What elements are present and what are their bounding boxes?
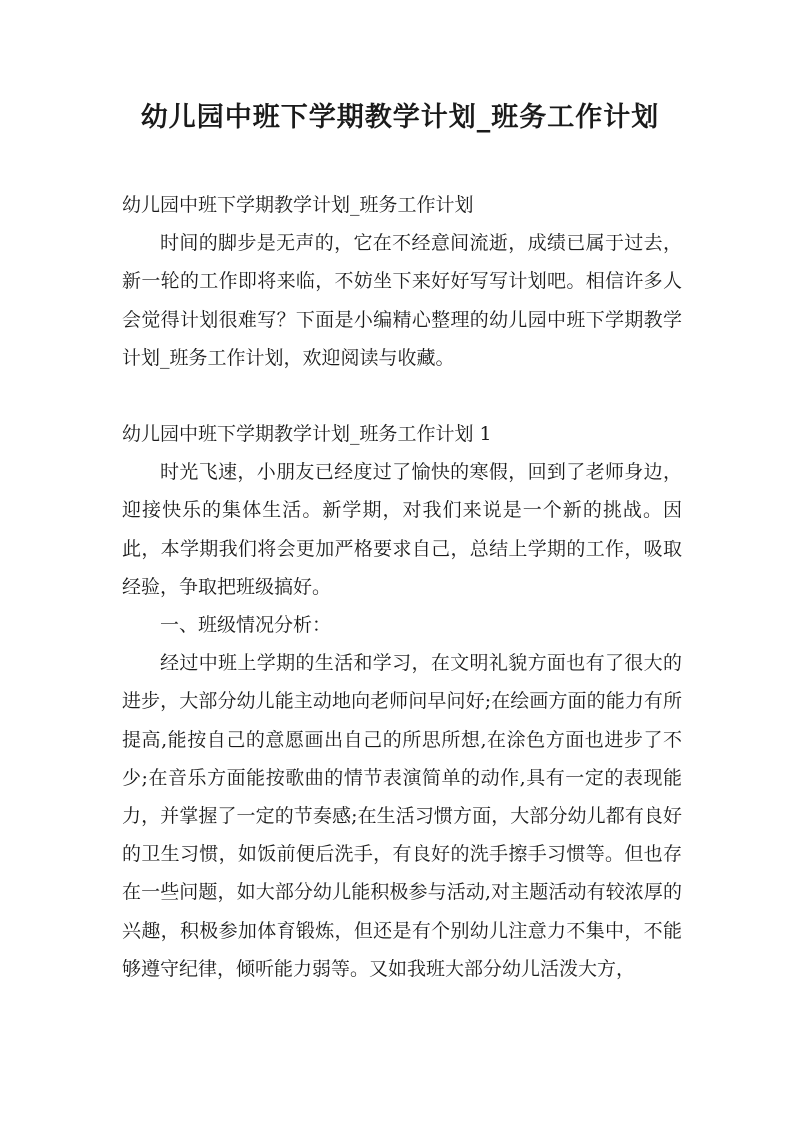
- paragraph-gap: [122, 377, 682, 415]
- section-paragraph-1: 时光飞速，小朋友已经度过了愉快的寒假，回到了老师身边，迎接快乐的集体生活。新学期，对我们来说是一个新的挑战。因此，本学期我们将会更加严格要求自己，总结上学期的工作，吸取经验，争取把班级搞好。: [122, 461, 682, 598]
- document-title: 幼儿园中班下学期教学计划_班务工作计划: [140, 102, 660, 133]
- document-subtitle: 幼儿园中班下学期教学计划_班务工作计划: [122, 194, 474, 216]
- analysis-heading: 一、班级情况分析：: [160, 614, 332, 637]
- section-heading: 幼儿园中班下学期教学计划_班务工作计划 1: [122, 423, 492, 446]
- intro-paragraph: 时间的脚步是无声的，它在不经意间流逝，成绩已属于过去，新一轮的工作即将来临，不妨坐下来好好写写计划吧。相信许多人会觉得计划很难写？下面是小编精心整理的幼儿园中班下学期教学计划_班务工作计划，欢迎阅读与收藏。: [122, 232, 682, 369]
- analysis-paragraph: 经过中班上学期的生活和学习，在文明礼貌方面也有了很大的进步，大部分幼儿能主动地向老师问早问好;在绘画方面的能力有所提高,能按自己的意愿画出自己的所思所想,在涂色方面也进步了不少;在音乐方面能按歌曲的情节表演简单的动作,具有一定的表现能力，并掌握了一定的节奏感;在生活习惯方面，大部分幼儿都有良好的卫生习惯，如饭前便后洗手，有良好的洗手擦手习惯等。但也存在一些问题，如大部分幼儿能积极参与活动,对主题活动有较浓厚的兴趣，积极参加体育锻炼，但还是有个别幼儿注意力不集中，不能够遵守纪律，倾听能力弱等。又如我班大部分幼儿活泼大方，: [122, 652, 682, 980]
- document-body: [122, 186, 682, 988]
